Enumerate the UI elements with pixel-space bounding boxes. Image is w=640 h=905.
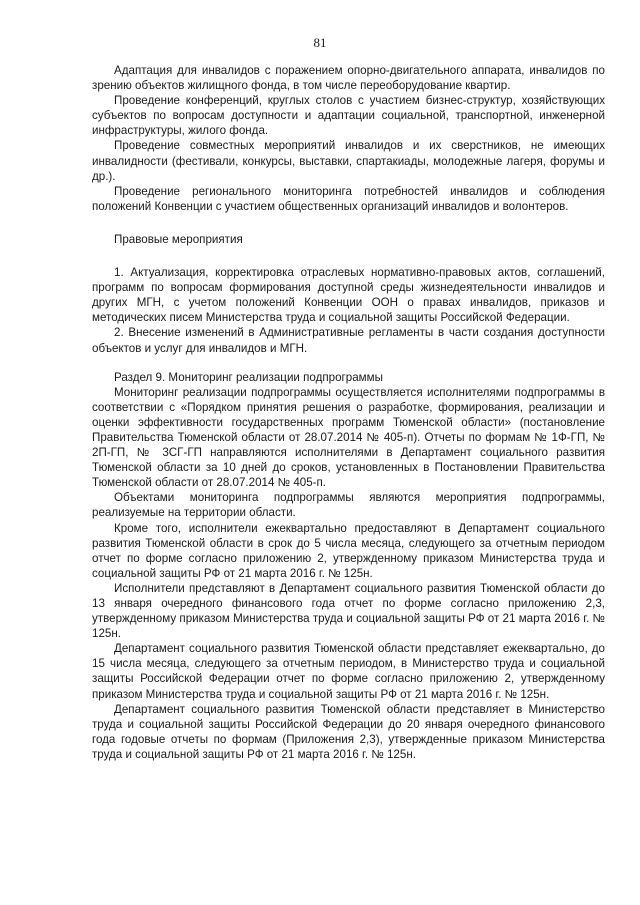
document-body bbox=[92, 63, 605, 762]
paragraph-department-annual: Департамент социального развития Тюменской области представляет в Министерство труда и социальной защиты Российской Федерации до 20 января очередного финансового года годовые отчеты по формам (Приложения 2,3), утвержденные приказом Министерства труда и социальной защиты РФ от 21 марта 2016 г. № 125н. bbox=[92, 702, 605, 761]
paragraph-adaptation: Адаптация для инвалидов с поражением опорно-двигательного аппарата, инвалидов по зрению объектов жилищного фонда, в том числе переоборудование квартир. bbox=[92, 64, 605, 93]
legal-item-2: 2. Внесение изменений в Административные регламенты в части создания доступности объектов и услуг для инвалидов и МГН. bbox=[92, 326, 605, 355]
paragraph-annual-reports: Исполнители представляют в Департамент социального развития Тюменской области до 13 января очередного финансового года отчет по форме согласно приложению 2,3, утвержденному приказом Министерства труда и социальной защиты РФ от 21 марта 2016 г. № 125н. bbox=[92, 581, 605, 641]
paragraph-monitoring-procedure: Мониторинг реализации подпрограммы осуществляется исполнителями подпрограммы в соответствии с «Порядком принятия решения о разработке, формирования, реализации и оценки эффективности государственных программ Тюменской области» (постановление Правительства Тюменской области от 28.07.2014 № 405-п). Отчеты по формам № 1Ф-ГП, № 2П-ГП, № 3СГ-ГП направляются исполнителями в Департамент социального развития Тюменской области за 10 дней до сроков, установленных в Постановлении Правительства Тюменской области от 28.07.2014 № 405-п. bbox=[92, 385, 605, 490]
paragraph-quarterly-reports: Кроме того, исполнители ежеквартально предоставляют в Департамент социального развития Тюменской области в срок до 5 числа месяца, следующего за отчетным периодом отчет по форме согласно приложению 2, утвержденному приказом Министерства труда и социальной защиты РФ от 21 марта 2016 г. № 125н. bbox=[92, 521, 605, 580]
paragraph-department-quarterly: Департамент социального развития Тюменской области представляет ежеквартально, до 15 числа месяца, следующего за отчетным периодом, в Министерство труда и социальной защиты Российской Федерации отчет по форме согласно приложению 2, утвержденному приказом Министерства труда и социальной защиты РФ от 21 марта 2016 г. № 125н. bbox=[92, 642, 605, 701]
page-number: 81 bbox=[313, 35, 327, 50]
paragraph-monitoring-objects: Объектами мониторинга подпрограммы являются мероприятия подпрограммы, реализуемые на территории области. bbox=[92, 491, 605, 520]
paragraph-conferences: Проведение конференций, круглых столов с участием бизнес-структур, хозяйствующих субъектов по вопросам доступности и адаптации социальной, транспортной, инженерной инфраструктуры, жилого фонда. bbox=[92, 94, 605, 138]
legal-item-1: 1. Актуализация, корректировка отраслевых нормативно-правовых актов, соглашений, программ по вопросам формирования доступной среды жизнедеятельности инвалидов и других МГН, с учетом положений Конвенции ООН о правах инвалидов, приказов и методических писем Министерства труда и социальной защиты Российской Федерации. bbox=[92, 266, 605, 325]
section-9-heading: Раздел 9. Мониторинг реализации подпрограммы bbox=[114, 370, 383, 384]
paragraph-joint-events: Проведение совместных мероприятий инвалидов и их сверстников, не имеющих инвалидности (фестивали, конкурсы, выставки, спартакиады, молодежные лагеря, форумы и др.). bbox=[92, 139, 605, 183]
legal-measures-heading: Правовые мероприятия bbox=[114, 232, 243, 246]
paragraph-regional-monitoring: Проведение регионального мониторинга потребностей инвалидов и соблюдения положений Конвенции с участием общественных организаций инвалидов и волонтеров. bbox=[92, 184, 605, 213]
